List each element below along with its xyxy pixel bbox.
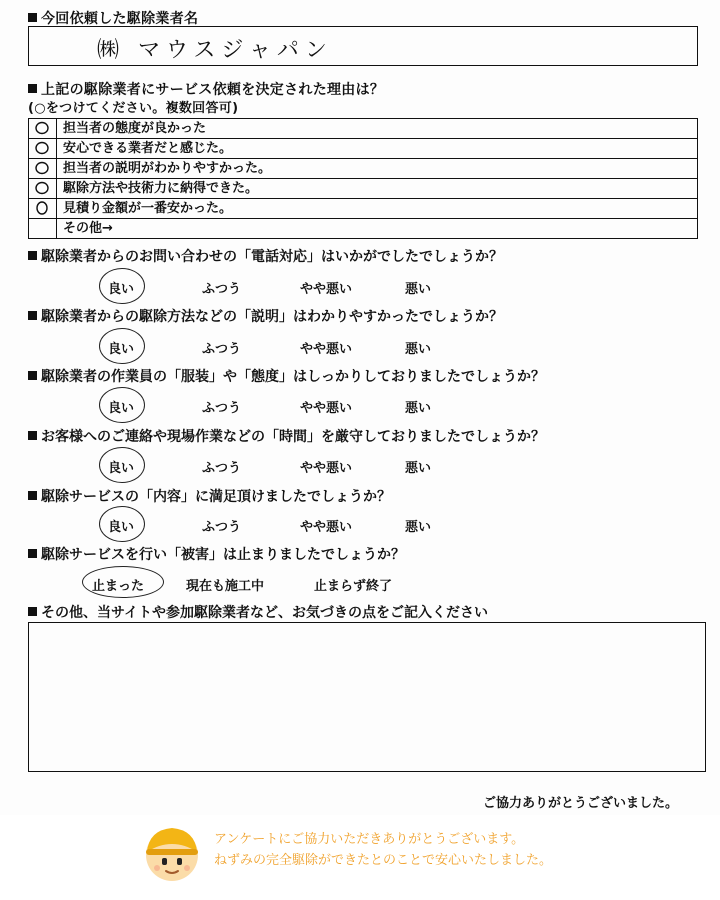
- selected-circle-mark: [99, 506, 145, 542]
- answer-option[interactable]: 現在も施工中: [186, 579, 265, 594]
- question-title: 駆除業者からのお問い合わせの「電話対応」はいかがでしたでしょうか？: [28, 246, 503, 266]
- answer-option[interactable]: やや悪い: [300, 401, 353, 416]
- answer-option[interactable]: ふつう: [202, 520, 242, 535]
- company-name-handwritten: ㈱ マウスジャパン: [97, 38, 333, 63]
- selected-circle-mark: [82, 566, 164, 598]
- reasons-section-title: 上記の駆除業者にサービス依頼を決定された理由は？: [28, 79, 384, 99]
- reasons-note: (○をつけてください。複数回答可): [28, 101, 239, 116]
- reason-check-cell[interactable]: [29, 119, 57, 138]
- answer-option[interactable]: やや悪い: [300, 520, 353, 535]
- handwritten-circle-icon: [33, 141, 51, 155]
- reason-row: [29, 179, 697, 199]
- handwritten-circle-icon: [33, 161, 51, 175]
- selected-circle-mark: [99, 447, 145, 483]
- answer-option-selected[interactable]: 良い: [108, 461, 135, 476]
- reason-label: 見積り金額が一番安かった。: [63, 201, 233, 216]
- question-title: 駆除業者の作業員の「服装」や「態度」はしっかりしておりましたでしょうか？: [28, 366, 545, 386]
- reason-check-cell[interactable]: [29, 199, 57, 218]
- answer-option[interactable]: 止まらず終了: [314, 579, 393, 594]
- answer-option[interactable]: ふつう: [202, 401, 242, 416]
- reason-check-cell[interactable]: [29, 219, 57, 238]
- answer-option[interactable]: 悪い: [405, 282, 432, 297]
- answer-option[interactable]: ふつう: [202, 461, 242, 476]
- question-title: 駆除サービスを行い「被害」は止まりましたでしょうか？: [28, 544, 405, 564]
- worker-face-icon: [141, 822, 203, 884]
- reason-check-cell[interactable]: [29, 139, 57, 158]
- answer-option[interactable]: やや悪い: [300, 342, 353, 357]
- reason-row: [29, 219, 697, 238]
- reason-label: 担当者の態度が良かった: [63, 121, 207, 136]
- answer-option[interactable]: 悪い: [405, 342, 432, 357]
- question-title: 駆除サービスの「内容」に満足頂けましたでしょうか？: [28, 486, 391, 506]
- answer-option[interactable]: ふつう: [202, 342, 242, 357]
- question-title: 駆除業者からの駆除方法などの「説明」はわかりやすかったでしょうか？: [28, 306, 503, 326]
- question-title: お客様へのご連絡や現場作業などの「時間」を厳守しておりましたでしょうか？: [28, 426, 545, 446]
- answer-option-selected[interactable]: 良い: [108, 342, 135, 357]
- handwritten-circle-icon: [33, 181, 51, 195]
- company-section-title: 今回依頼した駆除業者名: [28, 8, 198, 28]
- reason-label: その他→: [63, 221, 113, 236]
- avatar: [141, 822, 203, 884]
- answer-option-selected[interactable]: 良い: [108, 401, 135, 416]
- comments-section-title: その他、当サイトや参加駆除業者など、お気づきの点をご記入ください: [28, 602, 488, 622]
- reason-row: [29, 119, 697, 139]
- reason-label: 安心できる業者だと感じた。: [63, 141, 233, 156]
- footer-message-line-2: ねずみの完全駆除ができたとのことで安心いたしました。: [214, 853, 553, 868]
- answer-option[interactable]: 悪い: [405, 461, 432, 476]
- selected-circle-mark: [99, 328, 145, 364]
- handwritten-circle-icon: [33, 121, 51, 135]
- footer-message-line-1: アンケートにご協力いただきありがとうございます。: [214, 832, 525, 847]
- reason-check-cell[interactable]: [29, 179, 57, 198]
- handwritten-circle-icon: [33, 201, 51, 215]
- reason-row: [29, 139, 697, 159]
- reason-label: 駆除方法や技術力に納得できた。: [63, 181, 259, 196]
- reason-row: [29, 199, 697, 219]
- answer-option-selected[interactable]: 良い: [108, 520, 135, 535]
- reason-label: 担当者の説明がわかりやすかった。: [63, 161, 272, 176]
- answer-option[interactable]: やや悪い: [300, 282, 353, 297]
- answer-option[interactable]: ふつう: [202, 282, 242, 297]
- answer-option-selected[interactable]: 良い: [108, 282, 135, 297]
- comments-text: [29, 623, 705, 635]
- selected-circle-mark: [99, 268, 145, 304]
- reason-row: [29, 159, 697, 179]
- reasons-table: [28, 118, 698, 239]
- selected-circle-mark: [99, 387, 145, 423]
- answer-option[interactable]: やや悪い: [300, 461, 353, 476]
- comments-box[interactable]: [28, 622, 706, 772]
- answer-option[interactable]: 悪い: [405, 520, 432, 535]
- company-name-box: [28, 26, 698, 66]
- answer-option[interactable]: 悪い: [405, 401, 432, 416]
- thanks-note: ご協力ありがとうございました。: [483, 796, 679, 811]
- reason-check-cell[interactable]: [29, 159, 57, 178]
- answer-option-selected[interactable]: 止まった: [92, 579, 145, 594]
